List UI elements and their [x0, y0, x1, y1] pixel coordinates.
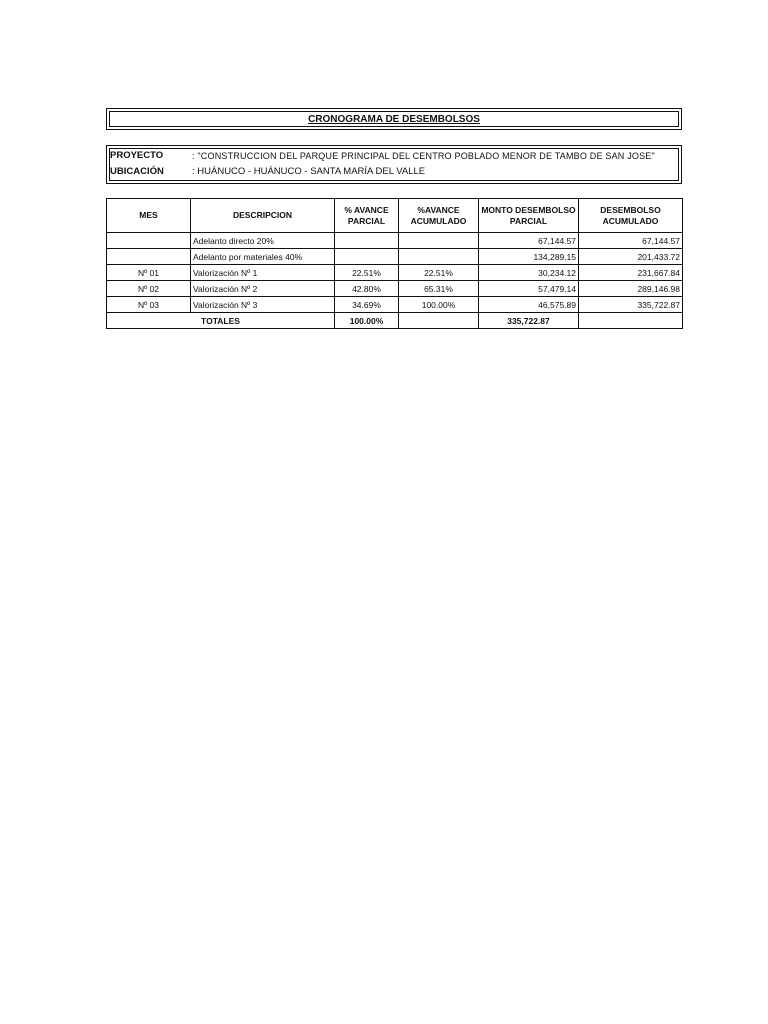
totals-monto-parcial: 335,722.87 [479, 313, 579, 329]
proyecto-label: PROYECTO [110, 150, 164, 161]
cell-desembolso-acumulado: 289,146.98 [579, 281, 683, 297]
table-row [107, 249, 683, 265]
header-avance-acumulado: %AVANCE ACUMULADO [399, 199, 479, 233]
document-title: CRONOGRAMA DE DESEMBOLSOS [109, 111, 679, 127]
cell-desembolso-acumulado: 335,722.87 [579, 297, 683, 313]
totals-avance-acumulado [399, 313, 479, 329]
table-row [107, 265, 683, 281]
cell-mes [107, 233, 191, 249]
cell-descripcion: Valorización Nº 3 [191, 297, 335, 313]
cell-mes [107, 249, 191, 265]
cell-descripcion: Adelanto directo 20% [191, 233, 335, 249]
cell-mes: Nº 01 [107, 265, 191, 281]
header-avance-parcial: % AVANCE PARCIAL [335, 199, 399, 233]
cell-avance-parcial: 22.51% [335, 265, 399, 281]
ubicacion-label: UBICACIÓN [110, 166, 164, 177]
cell-descripcion: Adelanto por materiales 40% [191, 249, 335, 265]
header-monto-parcial: MONTO DESEMBOLSO PARCIAL [479, 199, 579, 233]
cell-monto-parcial: 46,575.89 [479, 297, 579, 313]
cell-avance-acumulado: 100.00% [399, 297, 479, 313]
cell-mes: Nº 03 [107, 297, 191, 313]
cell-mes: Nº 02 [107, 281, 191, 297]
cell-avance-acumulado: 22.51% [399, 265, 479, 281]
title-box [106, 108, 682, 130]
header-desembolso-acumulado: DESEMBOLSO ACUMULADO [579, 199, 683, 233]
table-row [107, 233, 683, 249]
cell-monto-parcial: 134,289.15 [479, 249, 579, 265]
totals-desembolso-acumulado [579, 313, 683, 329]
project-info-inner [109, 148, 679, 181]
cell-desembolso-acumulado: 67,144.57 [579, 233, 683, 249]
cell-avance-acumulado [399, 249, 479, 265]
proyecto-value: : "CONSTRUCCION DEL PARQUE PRINCIPAL DEL CENTRO POBLADO MENOR DE TAMBO DE SAN JOSE" [192, 151, 655, 161]
table-row [107, 297, 683, 313]
project-info-box [106, 145, 682, 184]
header-mes: MES [107, 199, 191, 233]
totals-avance-parcial: 100.00% [335, 313, 399, 329]
cell-avance-parcial: 34.69% [335, 297, 399, 313]
cell-avance-parcial [335, 249, 399, 265]
cell-descripcion: Valorización Nº 2 [191, 281, 335, 297]
totals-row [107, 313, 683, 329]
cell-avance-acumulado [399, 233, 479, 249]
cell-monto-parcial: 30,234.12 [479, 265, 579, 281]
totals-label: TOTALES [107, 313, 335, 329]
cell-desembolso-acumulado: 201,433.72 [579, 249, 683, 265]
cell-monto-parcial: 67,144.57 [479, 233, 579, 249]
cell-desembolso-acumulado: 231,667.84 [579, 265, 683, 281]
cell-avance-parcial: 42.80% [335, 281, 399, 297]
table-header-row [107, 199, 683, 233]
table-row [107, 281, 683, 297]
cell-avance-acumulado: 65.31% [399, 281, 479, 297]
header-descripcion: DESCRIPCION [191, 199, 335, 233]
cell-avance-parcial [335, 233, 399, 249]
ubicacion-value: : HUÁNUCO - HUÁNUCO - SANTA MARÍA DEL VALLE [192, 166, 426, 177]
disbursement-schedule-table [106, 198, 683, 329]
cell-monto-parcial: 57,479.14 [479, 281, 579, 297]
cell-descripcion: Valorización Nº 1 [191, 265, 335, 281]
